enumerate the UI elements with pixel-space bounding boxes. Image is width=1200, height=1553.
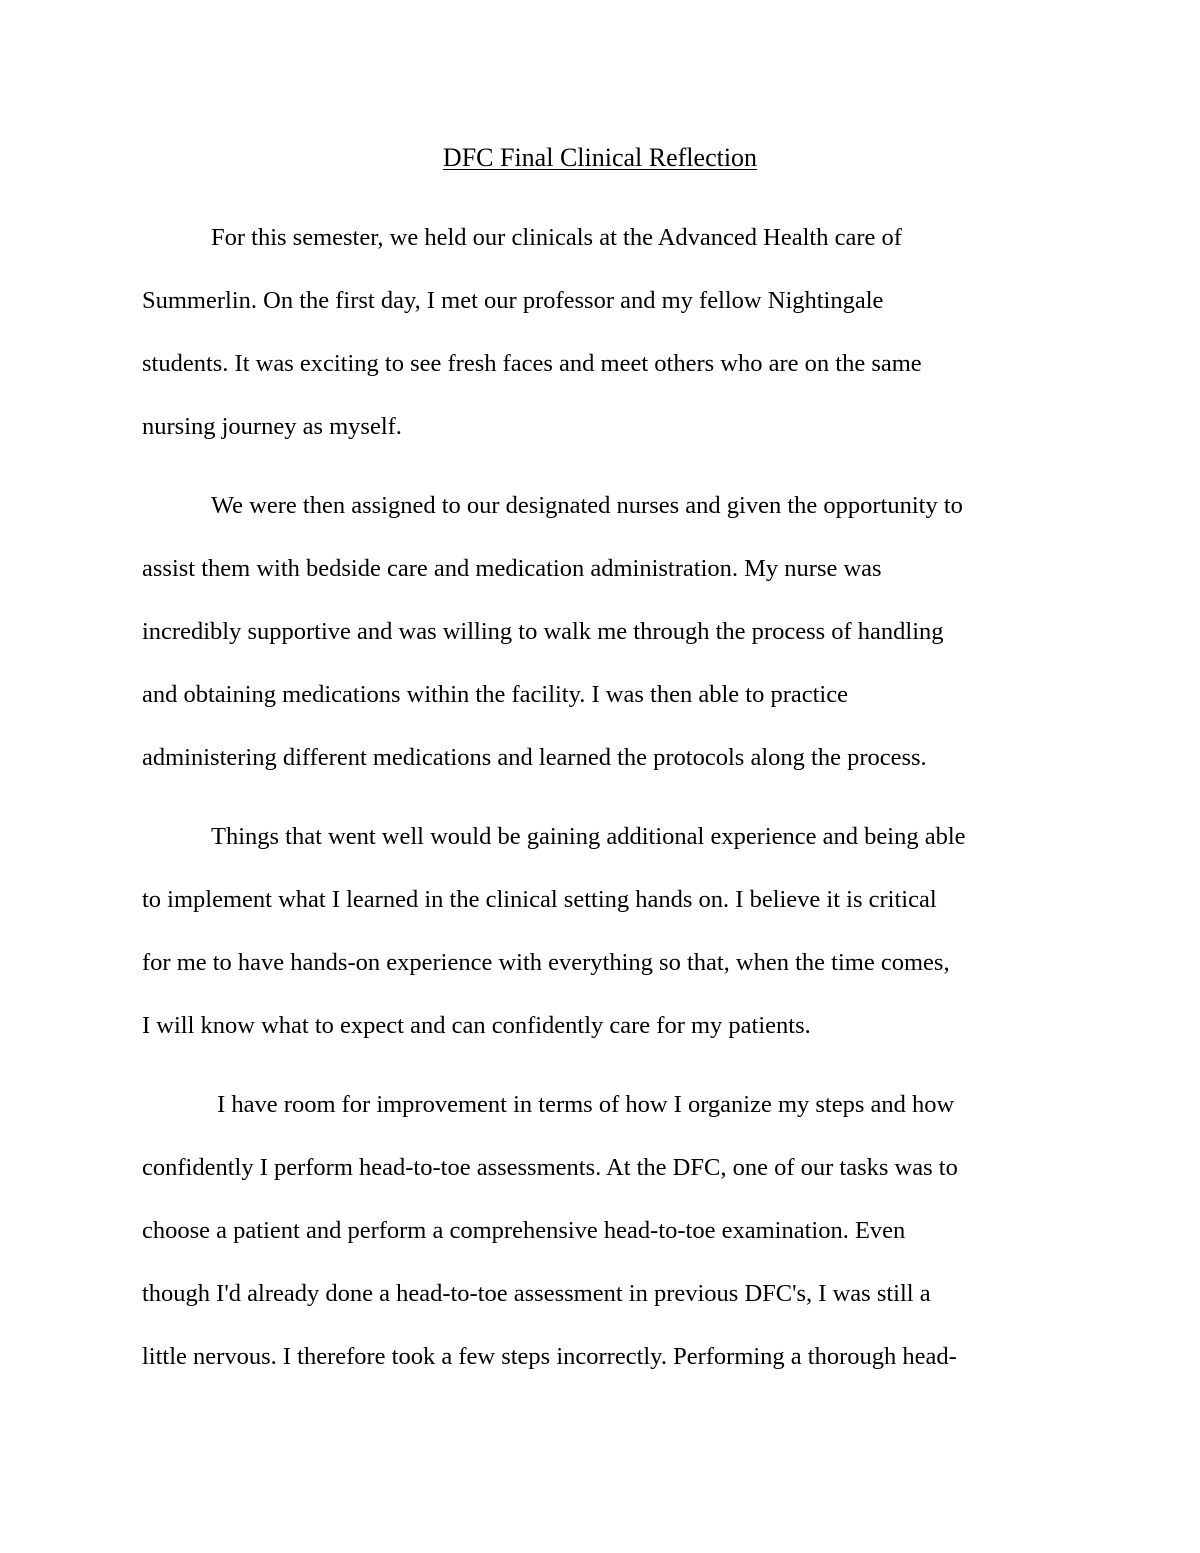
paragraph-1-line-4: nursing journey as myself. <box>142 413 402 440</box>
paragraph-2-line-2: assist them with bedside care and medication administration. My nurse was <box>142 555 882 582</box>
paragraph-3-line-4: I will know what to expect and can confidently care for my patients. <box>142 1012 811 1039</box>
paragraph-3-line-1: Things that went well would be gaining additional experience and being able <box>211 823 966 850</box>
paragraph-2-line-5: administering different medications and learned the protocols along the process. <box>142 744 927 771</box>
paragraph-2-line-3: incredibly supportive and was willing to walk me through the process of handling <box>142 618 944 645</box>
paragraph-4-line-2: confidently I perform head-to-toe assessments. At the DFC, one of our tasks was to <box>142 1154 958 1181</box>
paragraph-4-line-3: choose a patient and perform a comprehensive head-to-toe examination. Even <box>142 1217 906 1244</box>
paragraph-2-line-1: We were then assigned to our designated nurses and given the opportunity to <box>211 492 963 519</box>
paragraph-4-line-5: little nervous. I therefore took a few steps incorrectly. Performing a thorough head- <box>142 1343 957 1370</box>
paragraph-1-line-2: Summerlin. On the first day, I met our professor and my fellow Nightingale <box>142 287 884 314</box>
paragraph-1-line-3: students. It was exciting to see fresh faces and meet others who are on the same <box>142 350 922 377</box>
paragraph-2-line-4: and obtaining medications within the facility. I was then able to practice <box>142 681 848 708</box>
paragraph-4-line-1: I have room for improvement in terms of how I organize my steps and how <box>211 1091 955 1118</box>
paragraph-3-line-2: to implement what I learned in the clinical setting hands on. I believe it is critical <box>142 886 937 913</box>
document-title: DFC Final Clinical Reflection <box>442 143 758 172</box>
paragraph-4-line-4: though I'd already done a head-to-toe assessment in previous DFC's, I was still a <box>142 1280 931 1307</box>
paragraph-1-line-1: For this semester, we held our clinicals at the Advanced Health care of <box>211 224 902 251</box>
paragraph-3-line-3: for me to have hands-on experience with everything so that, when the time comes, <box>142 949 950 976</box>
